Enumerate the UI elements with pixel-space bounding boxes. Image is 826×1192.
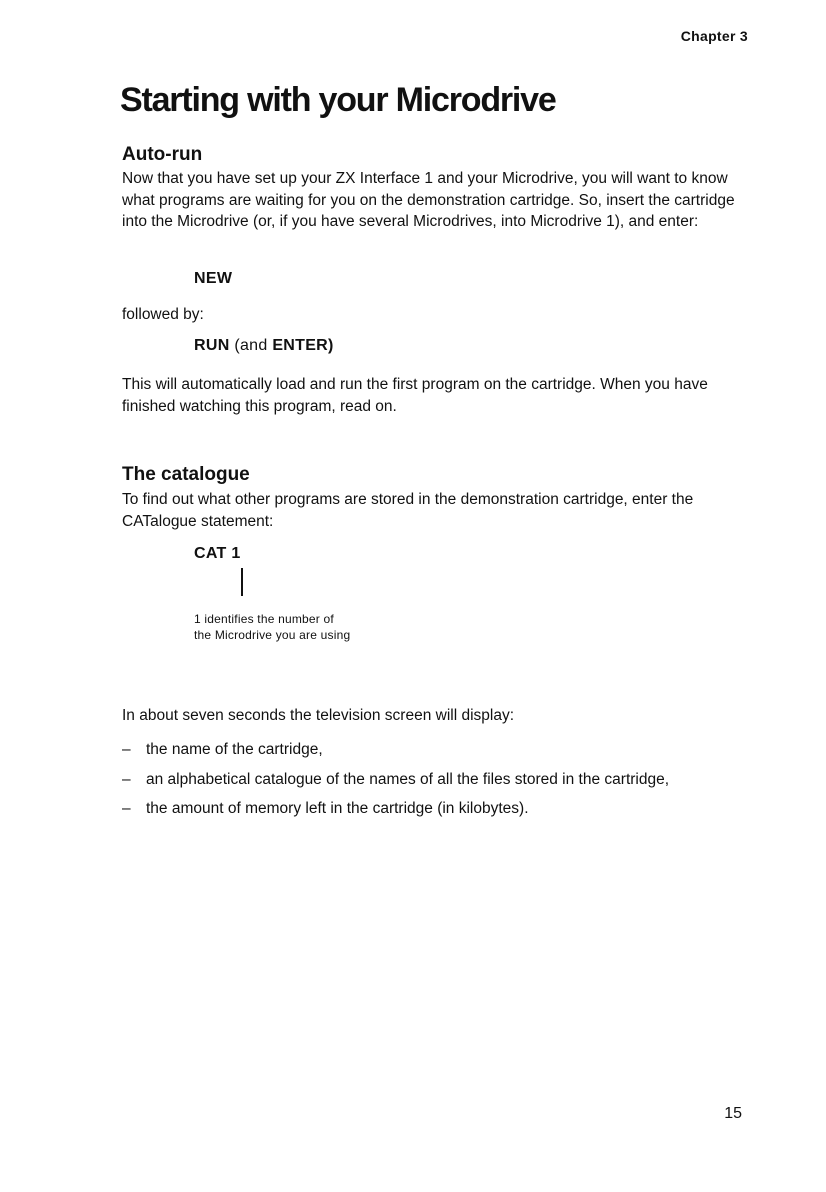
cat-annotation bbox=[194, 611, 350, 643]
dash-marker: – bbox=[122, 800, 131, 817]
display-intro-paragraph: In about seven seconds the television screen will display: bbox=[122, 707, 515, 724]
page-title: Starting with your Microdrive bbox=[120, 81, 556, 119]
chapter-label: Chapter 3 bbox=[680, 28, 748, 44]
dash-marker: – bbox=[122, 770, 131, 788]
page-number: 15 bbox=[724, 1105, 742, 1122]
list-item bbox=[122, 798, 722, 820]
section-heading-auto-run: Auto-run bbox=[122, 144, 203, 165]
section-heading-catalogue: The catalogue bbox=[122, 464, 250, 485]
display-items-list bbox=[122, 739, 722, 828]
auto-run-intro-paragraph: Now that you have set up your ZX Interface 1 and your Microdrive, you will want to know what programs are waiting for you on the demonstration cartridge. So, insert the cartridge into the Microdrive (or, if you have several Microdrives, into Microdrive 1), and enter: bbox=[122, 170, 735, 230]
dash-marker: – bbox=[122, 741, 131, 758]
list-item-text: an alphabetical catalogue of the names of all the files stored in the cartridge, bbox=[146, 770, 670, 788]
list-item bbox=[122, 769, 722, 791]
callout-line bbox=[241, 568, 243, 596]
cat-annotation-line-2: the Microdrive you are using bbox=[194, 628, 351, 642]
command-new: NEW bbox=[194, 270, 233, 287]
command-run bbox=[194, 337, 334, 355]
catalogue-intro-paragraph: To find out what other programs are stored in the demonstration cartridge, enter the CATalogue statement: bbox=[122, 491, 694, 530]
list-item bbox=[122, 739, 722, 761]
followed-by-text: followed by: bbox=[122, 306, 204, 323]
command-run-keyword: RUN bbox=[194, 337, 230, 354]
command-run-and: (and bbox=[234, 337, 268, 354]
command-cat: CAT 1 bbox=[194, 545, 241, 562]
auto-run-result-paragraph: This will automatically load and run the first program on the cartridge. When you have finished watching this program, read on. bbox=[122, 376, 708, 415]
list-item-text: the name of the cartridge, bbox=[146, 741, 323, 758]
command-run-enter: ENTER) bbox=[272, 337, 334, 354]
list-item-text: the amount of memory left in the cartridge (in kilobytes). bbox=[146, 800, 529, 817]
cat-annotation-line-1: 1 identifies the number of bbox=[194, 612, 334, 626]
